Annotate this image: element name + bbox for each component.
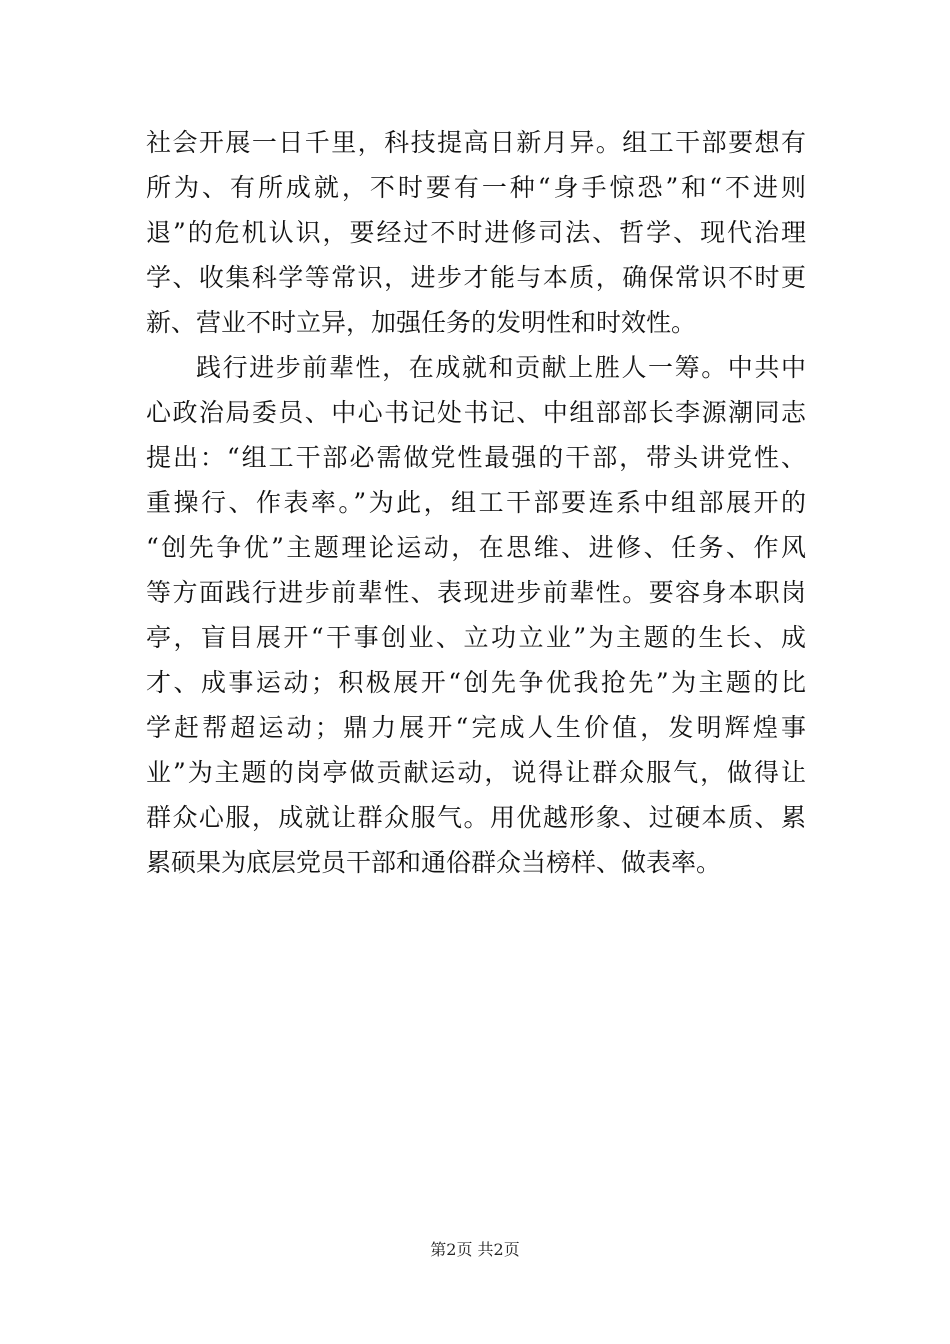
paragraph-line: 才、成事运动；积极展开“创先争优我抢先”为主题的比 (146, 668, 806, 697)
paragraph-line: 践行进步前辈性，在成就和贡献上胜人一筹。中共中 (196, 353, 806, 382)
paragraph-line: 退”的危机认识，要经过不时进修司法、哲学、现代治理 (146, 218, 806, 247)
paragraph-line: 业”为主题的岗亭做贡献运动，说得让群众服气，做得让 (146, 758, 806, 787)
page-number-footer: 第2页 共2页 (430, 1240, 520, 1259)
paragraph-line: 等方面践行进步前辈性、表现进步前辈性。要容身本职岗 (146, 578, 806, 607)
paragraph-line: 重操行、作表率。”为此，组工干部要连系中组部展开的 (146, 488, 806, 517)
paragraph-line: 心政治局委员、中心书记处书记、中组部部长李源潮同志 (146, 398, 806, 427)
paragraph-line: 群众心服，成就让群众服气。用优越形象、过硬本质、累 (146, 803, 806, 832)
document-body (146, 120, 806, 885)
paragraph-line: 学、收集科学等常识，进步才能与本质，确保常识不时更 (146, 263, 806, 292)
paragraph-line: 新、营业不时立异，加强任务的发明性和时效性。 (146, 308, 697, 337)
paragraph-2 (146, 345, 806, 885)
paragraph-line: 社会开展一日千里，科技提高日新月异。组工干部要想有 (146, 128, 806, 157)
paragraph-line: 所为、有所成就，不时要有一种“身手惊恐”和“不进则 (146, 173, 806, 202)
paragraph-1 (146, 120, 806, 345)
paragraph-line: “创先争优”主题理论运动，在思维、进修、任务、作风 (146, 533, 806, 562)
paragraph-line: 学赶帮超运动；鼎力展开“完成人生价值，发明辉煌事 (146, 713, 806, 742)
paragraph-line: 提出：“组工干部必需做党性最强的干部，带头讲党性、 (146, 443, 806, 472)
paragraph-line: 亭，盲目展开“干事创业、立功立业”为主题的生长、成 (146, 623, 806, 652)
paragraph-line: 累硕果为底层党员干部和通俗群众当榜样、做表率。 (146, 848, 722, 877)
